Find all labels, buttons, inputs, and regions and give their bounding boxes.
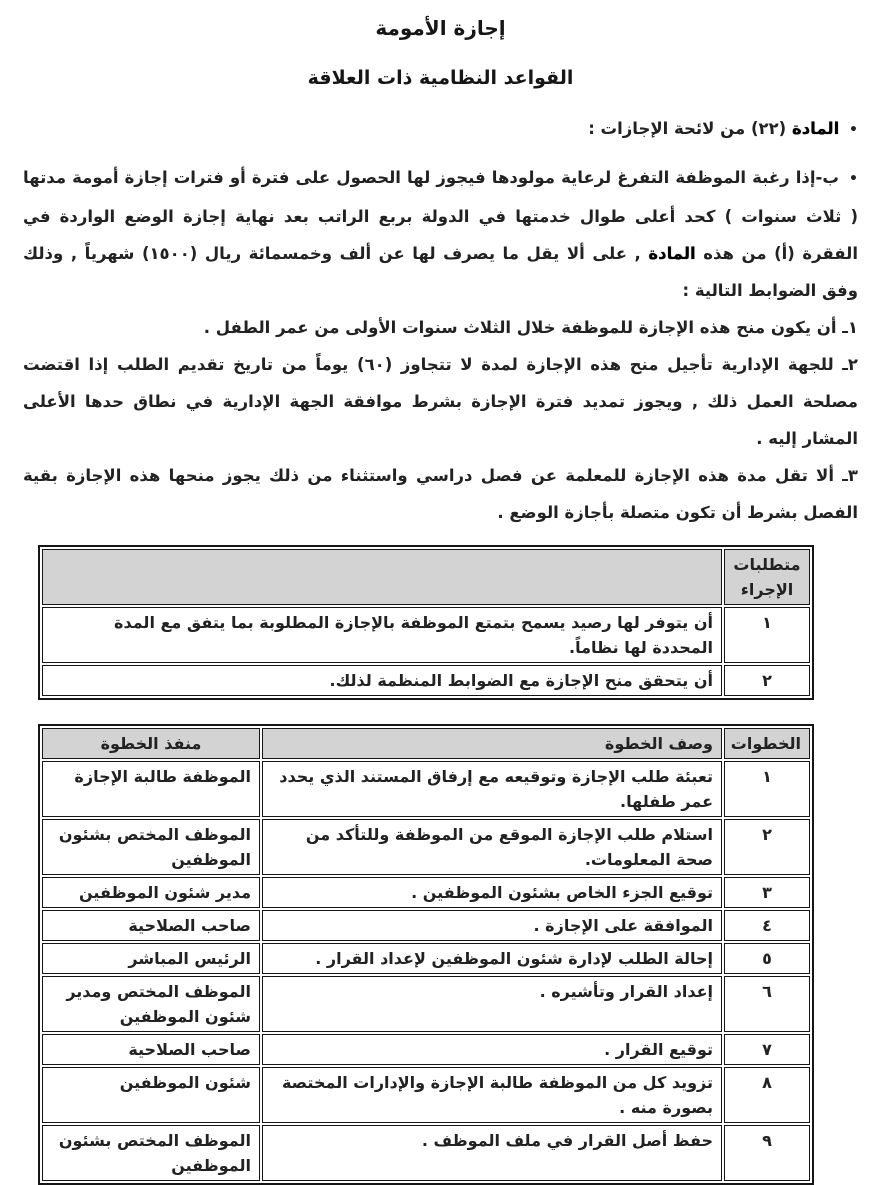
bullet-icon: • — [849, 171, 858, 187]
clause-b-paragraph — [23, 159, 858, 309]
table-row — [42, 819, 810, 875]
step-number: ١ — [724, 761, 810, 817]
step-description: تزويد كل من الموظفة طالبة الإجازة والإدارات المختصة بصورة منه . — [262, 1067, 722, 1123]
step-executor: صاحب الصلاحية — [42, 910, 260, 941]
requirement-number: ١ — [724, 607, 810, 663]
table-row — [42, 761, 810, 817]
table-row — [42, 665, 810, 696]
table-row — [42, 943, 810, 974]
step-description: استلام طلب الإجازة الموقع من الموظفة وللتأكد من صحة المعلومات. — [262, 819, 722, 875]
article-label: المادة — [791, 119, 840, 138]
step-description: الموافقة على الإجازة . — [262, 910, 722, 941]
step-number: ٣ — [724, 877, 810, 908]
page-title: إجازة الأمومة — [375, 16, 506, 40]
table-row — [42, 1067, 810, 1123]
table-row — [42, 607, 810, 663]
step-number: ٩ — [724, 1125, 810, 1181]
table-header-row — [42, 728, 810, 759]
step-executor: الموظفة طالبة الإجازة — [42, 761, 260, 817]
step-number: ٢ — [724, 819, 810, 875]
article-reference-text: (٢٢) من لائحة الإجازات : — [588, 119, 792, 138]
step-executor: الموظف المختص ومدير شئون الموظفين — [42, 976, 260, 1032]
clause-b-text-start: ب-إذا رغبة الموظفة التفرغ لرعاية مولودها فيجوز لها الحصول على فترة أو فترات إجازة أمومة مدتها ( ثلاث سنوات ) كحد أعلى طوال خدمتها في الدولة بربع الراتب بعد نهاية إجازة الوضع الواردة في الفقرة (أ) من هذه — [23, 168, 858, 263]
condition-item-2: ٢ـ للجهة الإدارية تأجيل منح هذه الإجازة لمدة لا تتجاوز (٦٠) يوماً من تاريخ تقديم الطلب إذا اقتضت مصلحة العمل ذلك , ويجوز تمديد فترة الإجازة بشرط موافقة الجهة الإدارية في نطاق حدها الأعلى المشار إليه . — [23, 355, 858, 448]
requirement-text: أن يتوفر لها رصيد يسمح بتمتع الموظفة بالإجازة المطلوبة بما يتفق مع المدة المحددة لها نظاماً. — [42, 607, 722, 663]
article-reference-line — [23, 110, 858, 149]
table-row — [42, 910, 810, 941]
step-executor: الرئيس المباشر — [42, 943, 260, 974]
table-row — [42, 877, 810, 908]
page-subtitle: القواعد النظامية ذات العلاقة — [307, 67, 574, 89]
procedure-requirements-table — [38, 545, 814, 700]
condition-item-1: ١ـ أن يكون منح هذه الإجازة للموظفة خلال الثلاث سنوات الأولى من عمر الطفل . — [203, 318, 858, 337]
step-description: توقيع الجزء الخاص بشئون الموظفين . — [262, 877, 722, 908]
step-description: حفظ أصل القرار في ملف الموظف . — [262, 1125, 722, 1181]
step-description: توقيع القرار . — [262, 1034, 722, 1065]
step-description: إعداد القرار وتأشيره . — [262, 976, 722, 1032]
step-description: إحالة الطلب لإدارة شئون الموظفين لإعداد القرار . — [262, 943, 722, 974]
step-executor-header-cell: منفذ الخطوة — [42, 728, 260, 759]
step-executor: صاحب الصلاحية — [42, 1034, 260, 1065]
requirement-text: أن يتحقق منح الإجازة مع الضوابط المنظمة لذلك. — [42, 665, 722, 696]
table-row — [42, 976, 810, 1032]
condition-item-3: ٣ـ ألا تقل مدة هذه الإجازة للمعلمة عن فصل دراسي واستثناء من ذلك يجوز منحها هذه الإجازة بقية الفصل بشرط أن تكون متصلة بأجازة الوضع . — [23, 466, 858, 522]
table-row — [42, 1125, 810, 1181]
steps-header-cell: الخطوات — [724, 728, 810, 759]
step-number: ٧ — [724, 1034, 810, 1065]
step-executor: مدير شئون الموظفين — [42, 877, 260, 908]
requirements-header-cell: متطلبات الإجراء — [724, 549, 810, 605]
clause-b-bold-word: المادة — [648, 244, 696, 263]
bullet-icon: • — [849, 122, 858, 138]
requirement-number: ٢ — [724, 665, 810, 696]
table-header-row — [42, 549, 810, 605]
step-description: تعبئة طلب الإجازة وتوقيعه مع إرفاق المستند الذي يحدد عمر طفلها. — [262, 761, 722, 817]
step-description-header-cell: وصف الخطوة — [262, 728, 722, 759]
step-executor: الموظف المختص بشئون الموظفين — [42, 819, 260, 875]
step-executor: الموظف المختص بشئون الموظفين — [42, 1125, 260, 1181]
step-number: ٦ — [724, 976, 810, 1032]
empty-header-cell — [42, 549, 722, 605]
table-row — [42, 1034, 810, 1065]
clause-b-text-end: , على ألا يقل ما يصرف لها عن ألف وخمسمائة ريال (١٥٠٠) شهرياً , وذلك وفق الضوابط التالية : — [23, 244, 858, 300]
step-executor: شئون الموظفين — [42, 1067, 260, 1123]
step-number: ٤ — [724, 910, 810, 941]
step-number: ٨ — [724, 1067, 810, 1123]
step-number: ٥ — [724, 943, 810, 974]
